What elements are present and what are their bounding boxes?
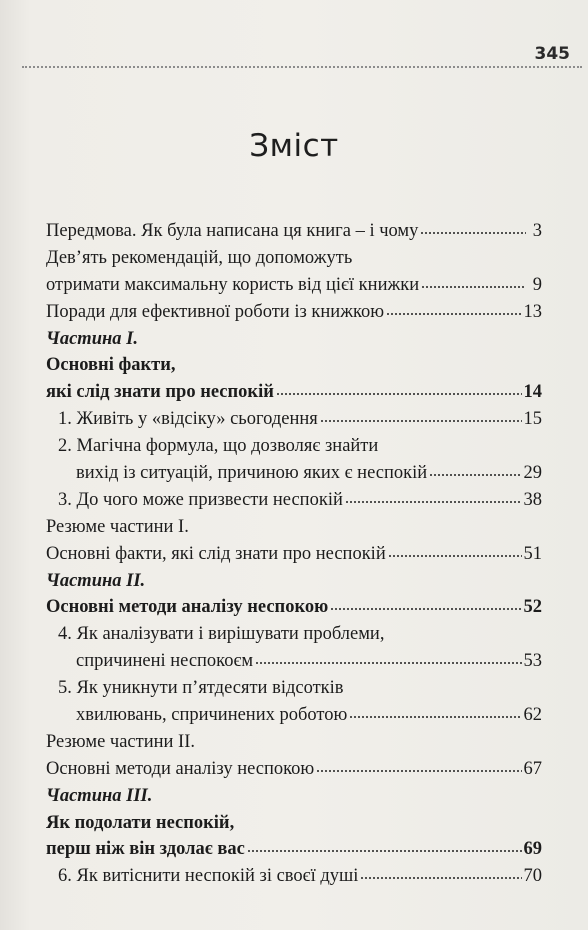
- entry-text: Основні методи аналізу неспокою: [46, 758, 315, 779]
- leader-dots: [330, 595, 521, 612]
- entry-text: Основні факти, які слід знати про неспокій: [46, 543, 386, 564]
- entry-page: 52: [523, 597, 542, 618]
- entry-page: 67: [523, 758, 542, 779]
- table-of-contents: [46, 218, 542, 890]
- part-heading-3: [46, 783, 542, 810]
- leader-dots: [420, 218, 526, 235]
- entry-text: Основні факти,: [46, 355, 176, 376]
- entry-page: 9: [532, 274, 542, 295]
- entry-text: Поради для ефективної роботи із книжкою: [46, 301, 385, 322]
- toc-entry-tips: [46, 299, 542, 326]
- part-title-1: [46, 352, 542, 379]
- part-heading-2: [46, 568, 542, 595]
- leader-dots: [316, 756, 521, 773]
- entry-page: 15: [523, 409, 542, 430]
- toc-entry-preface: [46, 218, 542, 245]
- entry-text: 2. Магічна формула, що дозволяє знайти: [58, 436, 379, 457]
- entry-page: 62: [523, 705, 542, 726]
- part-title-3-cont: [46, 836, 542, 863]
- entry-text: Резюме частини I.: [46, 516, 189, 537]
- entry-text: Основні методи аналізу неспокою: [46, 597, 329, 618]
- entry-text: перш ніж він здолає вас: [46, 839, 245, 860]
- entry-page: 69: [523, 839, 542, 860]
- entry-page: 53: [523, 651, 542, 672]
- toc-entry-recommendations-cont: [46, 272, 542, 299]
- leader-dots: [276, 380, 522, 397]
- entry-page: 29: [523, 463, 542, 484]
- entry-text: 1. Живіть у «відсіку» сьогодення: [58, 409, 318, 430]
- leader-dots: [255, 649, 521, 666]
- part-heading-1: [46, 326, 542, 353]
- entry-page: 70: [523, 866, 542, 887]
- leader-dots: [320, 407, 522, 424]
- leader-dots: [360, 864, 521, 881]
- entry-page: 51: [523, 543, 542, 564]
- toc-entry-chapter-5: [46, 675, 542, 702]
- entry-text: Частина III.: [46, 785, 153, 806]
- toc-entry-chapter-5-cont: [46, 702, 542, 729]
- part-title-1-cont: [46, 379, 542, 406]
- toc-entry-chapter-4: [46, 621, 542, 648]
- entry-text: хвилювань, спричинених роботою: [76, 705, 348, 726]
- toc-entry-chapter-3: [46, 487, 542, 514]
- part-title-2: [46, 594, 542, 621]
- toc-entry-chapter-2: [46, 433, 542, 460]
- part-title-3: [46, 810, 542, 837]
- toc-entry-summary-1-cont: [46, 541, 542, 568]
- entry-text: які слід знати про неспокій: [46, 382, 274, 403]
- leader-dots: [247, 837, 522, 854]
- entry-text: 5. Як уникнути п’ятдесяти відсотків: [58, 678, 344, 699]
- entry-text: Частина II.: [46, 570, 146, 591]
- entry-page: 38: [523, 489, 542, 510]
- entry-text: спричинені неспокоєм: [76, 651, 254, 672]
- toc-entry-summary-1: [46, 514, 542, 541]
- entry-text: Резюме частини II.: [46, 731, 195, 752]
- toc-entry-recommendations: [46, 245, 542, 272]
- entry-page: 3: [532, 221, 542, 241]
- toc-entry-chapter-1: [46, 406, 542, 433]
- entry-text: Як подолати неспокій,: [46, 812, 235, 833]
- toc-entry-summary-2-cont: [46, 756, 542, 783]
- leader-dots: [429, 460, 521, 477]
- entry-text: 3. До чого може призвести неспокій: [58, 489, 343, 510]
- entry-text: 4. Як аналізувати і вирішувати проблеми,: [58, 624, 385, 645]
- entry-text: Дев’ять рекомендацій, що допоможуть: [46, 247, 353, 268]
- leader-dots: [345, 487, 522, 504]
- entry-text: Частина I.: [46, 328, 138, 349]
- toc-entry-chapter-6: [46, 863, 542, 890]
- entry-page: 14: [523, 382, 542, 403]
- entry-text: Передмова. Як була написана ця книга – і чому: [46, 221, 419, 241]
- leader-dots: [349, 702, 521, 719]
- entry-text: отримати максимальну користь від цієї книжки: [46, 274, 420, 295]
- entry-text: вихід із ситуацій, причиною яких є неспокій: [76, 463, 428, 484]
- leader-dots: [421, 272, 526, 289]
- leader-dots: [386, 299, 521, 316]
- toc-entry-chapter-2-cont: [46, 460, 542, 487]
- leader-dots: [388, 541, 522, 558]
- entry-text: 6. Як витіснити неспокій зі своєї душі: [58, 866, 359, 887]
- toc-entry-summary-2: [46, 729, 542, 756]
- entry-page: 13: [523, 301, 542, 322]
- header-rule: [22, 66, 582, 68]
- page-number: 345: [534, 44, 570, 64]
- page-title: Зміст: [249, 128, 339, 164]
- toc-entry-chapter-4-cont: [46, 648, 542, 675]
